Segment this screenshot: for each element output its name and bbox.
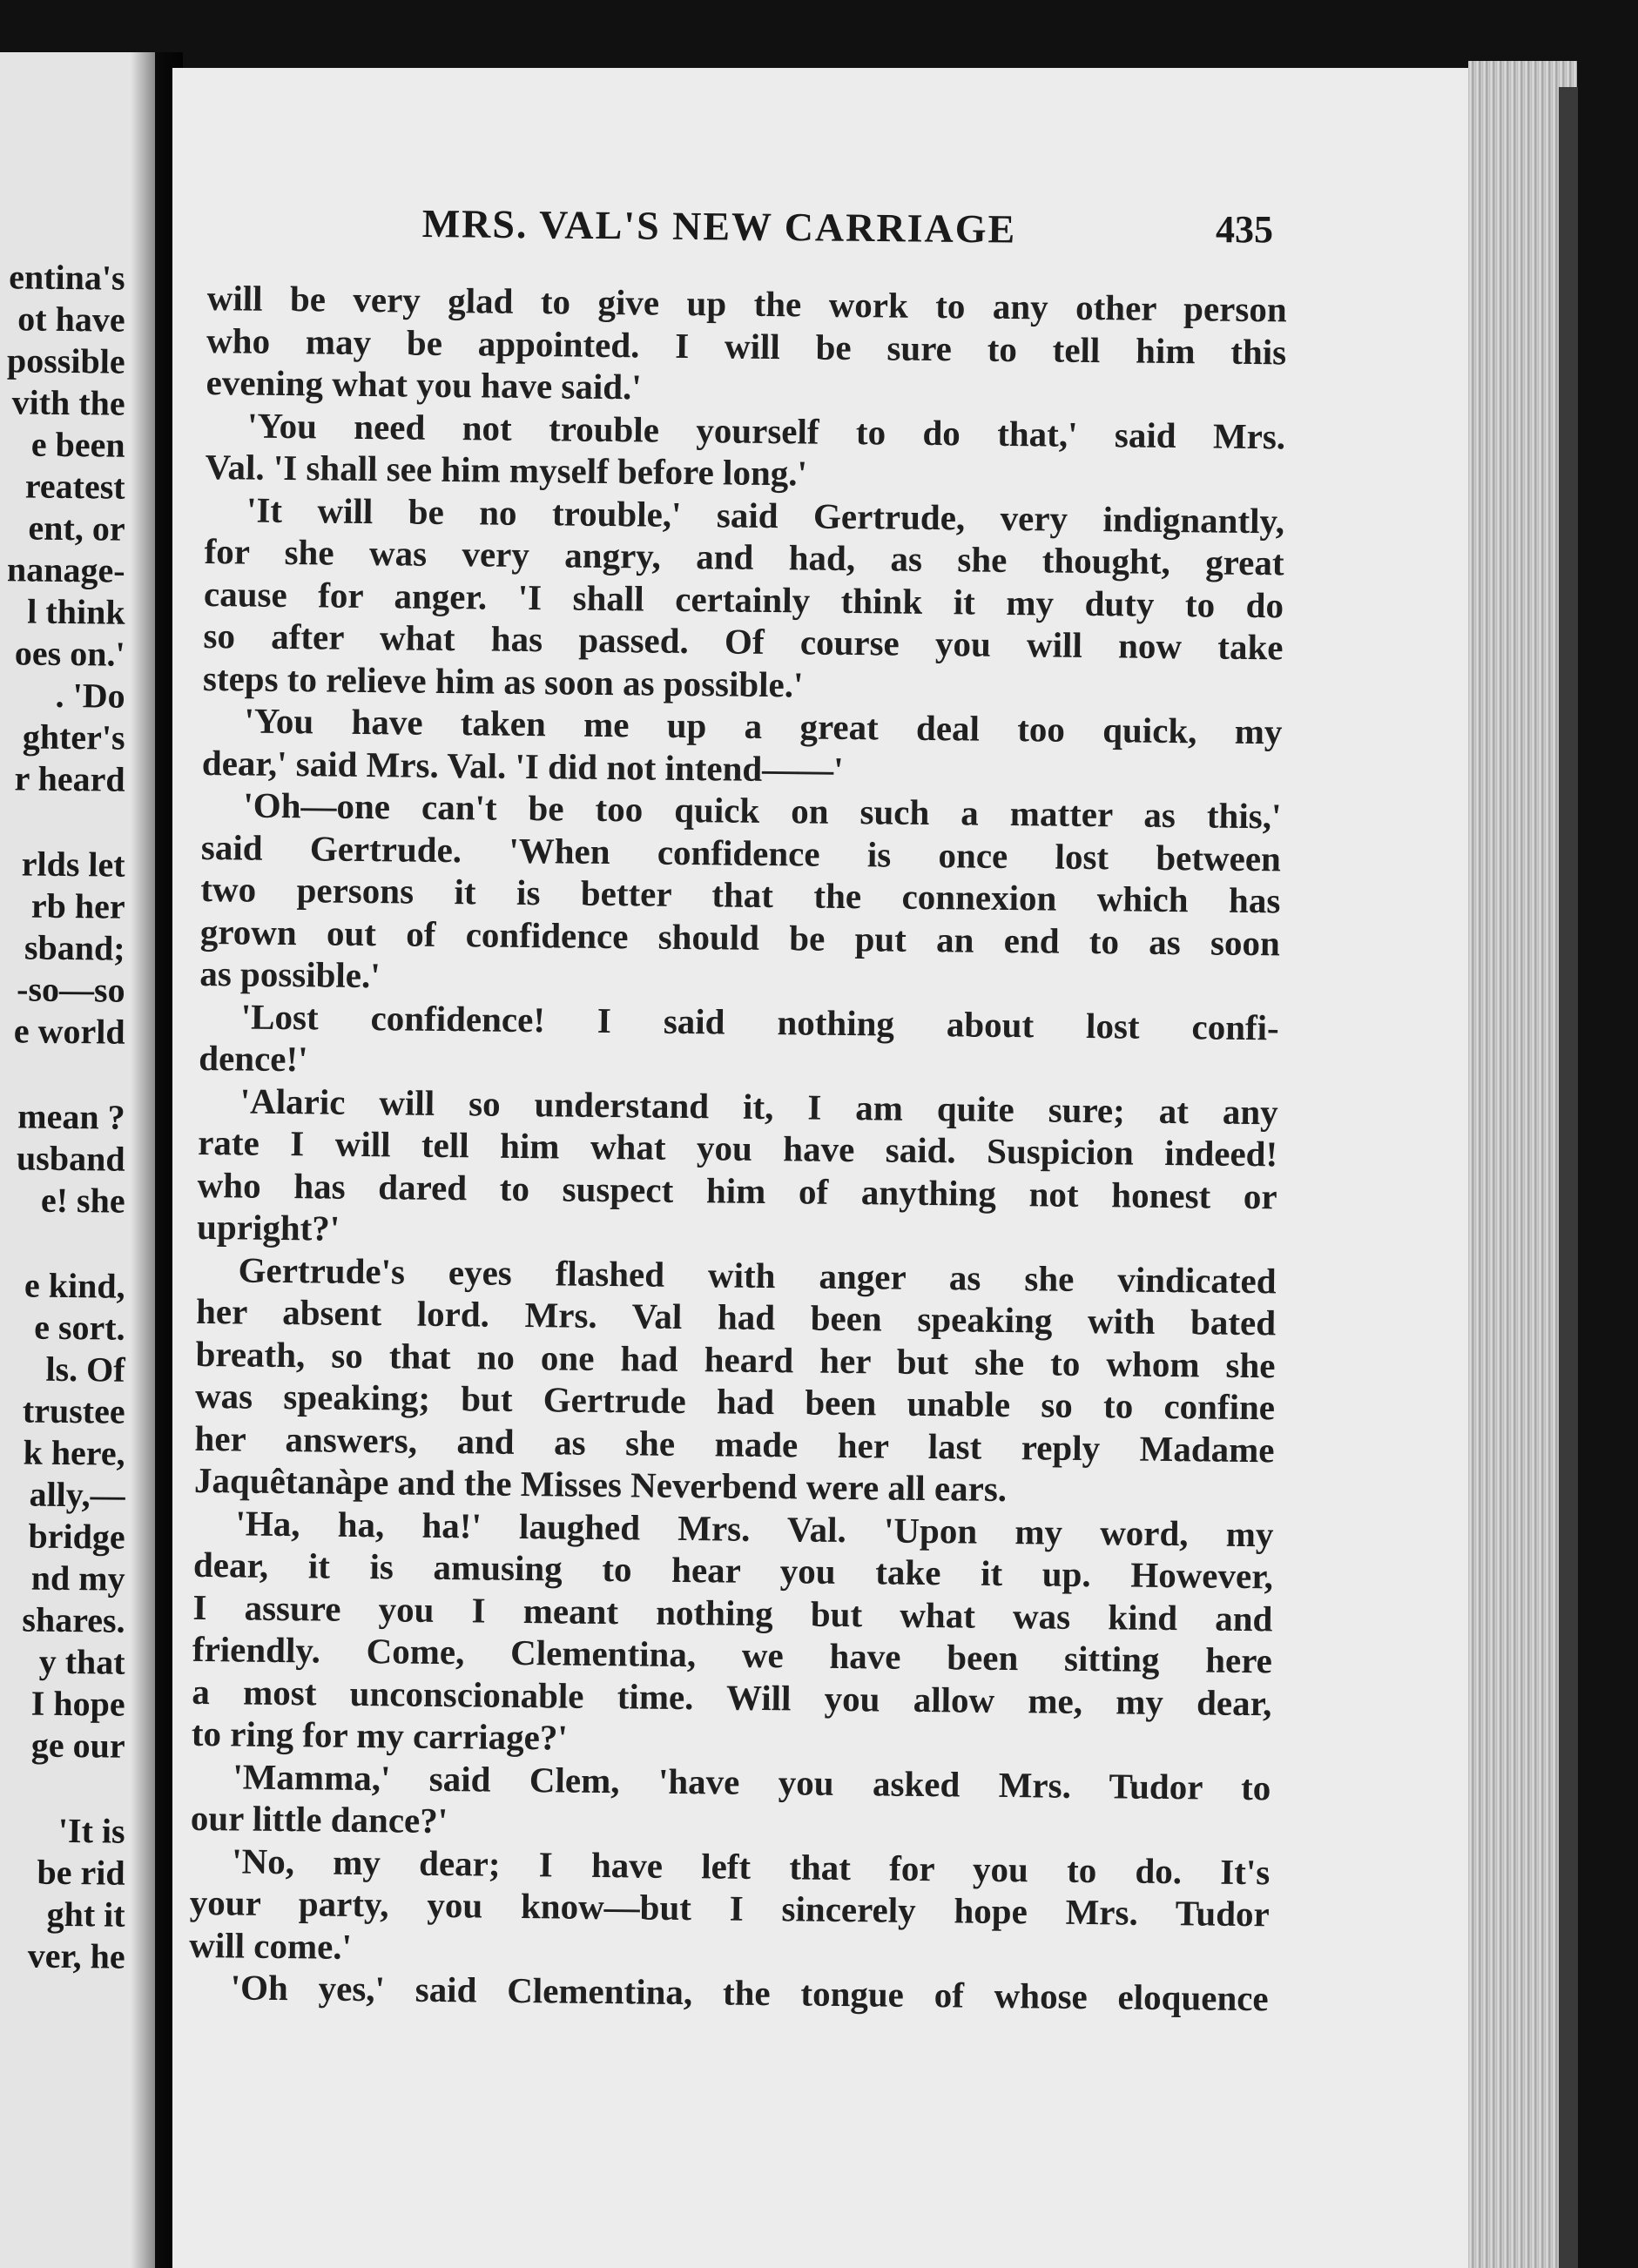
text-line: as possible.' [199, 952, 381, 996]
facing-page-line: shares. [22, 1599, 126, 1640]
text-line: who has dared to suspect him of anything not honest or [197, 1164, 1277, 1216]
text-line: I assure you I meant nothing but what was kind and [192, 1586, 1273, 1639]
text-line: will come.' [189, 1924, 353, 1967]
text-line: who may be appointed. I will be sure to tell him this [206, 320, 1287, 372]
text-line: her answers, and as she made her last reply Madame [194, 1417, 1275, 1470]
facing-page-line: mean ? [17, 1096, 126, 1137]
text-line: friendly. Come, Clementina, we have been sitting here [192, 1628, 1273, 1681]
text-line: Jaquêtanàpe and the Misses Neverbend were all ears. [193, 1459, 1008, 1510]
facing-page-line: e sort. [34, 1307, 126, 1348]
facing-page-line: ent, or [28, 508, 126, 548]
book-cover-edge [1559, 87, 1578, 2268]
facing-page-line: vith the [11, 382, 126, 423]
facing-page-line: nanage- [7, 549, 126, 590]
text-line: will be very glad to give up the work to any other person [206, 277, 1287, 330]
facing-page-line: I hope [30, 1683, 126, 1724]
facing-page-line: bridge [28, 1516, 126, 1557]
text-line: dear, it is amusing to hear you take it up. However, [192, 1544, 1274, 1597]
text-line: 'Ha, ha, ha!' laughed Mrs. Val. 'Upon my word, my [235, 1502, 1274, 1554]
facing-page-line: rb her [31, 885, 126, 926]
facing-page-line: oes on.' [15, 633, 126, 674]
facing-page-line [7, 1221, 125, 1265]
facing-page-line: be rid [37, 1852, 126, 1893]
facing-page-line: usband [17, 1138, 126, 1179]
facing-page-line: -so—so [17, 969, 126, 1010]
text-line: 'Oh—one can't be too quick on such a matter as this,' [243, 784, 1282, 837]
text-line: 'Alaric will so understand it, I am quite sure; at any [239, 1080, 1278, 1132]
text-line: cause for anger. 'I shall certainly think it my duty to do [203, 573, 1284, 625]
facing-page-line: y that [38, 1641, 126, 1682]
facing-page-line: r heard [14, 758, 126, 799]
facing-page-line: trustee [23, 1390, 126, 1431]
facing-page-line: possible [7, 340, 126, 381]
facing-page-line: reatest [25, 466, 126, 507]
facing-page-line: e! she [41, 1180, 126, 1221]
text-line: 'Mamma,' said Clem, 'have you asked Mrs. Tudor to [233, 1755, 1271, 1807]
text-line: 'Oh yes,' said Clementina, the tongue of whose eloquence [230, 1967, 1269, 2019]
running-head: MRS. VAL'S NEW CARRIAGE [421, 200, 1017, 252]
text-line: our little dance?' [190, 1797, 448, 1841]
text-line: to ring for my carriage?' [191, 1713, 569, 1758]
facing-page-line: 'It is [58, 1810, 126, 1851]
text-line: rate I will tell him what you have said. Suspicion indeed! [197, 1121, 1278, 1174]
text-line: for she was very angry, and had, as she thought, great [204, 530, 1284, 583]
text-line: dence!' [199, 1037, 308, 1080]
body-text [188, 277, 1286, 2020]
text-line: so after what has passed. Of course you will now take [203, 615, 1284, 668]
facing-page-line: e kind, [24, 1265, 126, 1306]
facing-page-line: ls. Of [45, 1349, 126, 1390]
facing-page-line: e been [31, 424, 126, 465]
facing-page-line: ot have [17, 299, 126, 340]
text-line: dear,' said Mrs. Val. 'I did not intend——' [201, 742, 844, 790]
text-line: said Gertrude. 'When confidence is once lost between [200, 826, 1282, 878]
facing-page-line: ghter's [23, 717, 126, 757]
text-line: 'Lost confidence! I said nothing about lost confi- [240, 995, 1279, 1047]
text-line: a most unconscionable time. Will you allow me, my dear, [192, 1671, 1272, 1723]
text-line: breath, so that no one had heard her but she to whom she [195, 1333, 1276, 1385]
text-line: was speaking; but Gertrude had been unable so to confine [194, 1375, 1276, 1428]
text-line: 'You need not trouble yourself to do that,' said Mrs. [246, 405, 1286, 456]
facing-page-line: nd my [30, 1558, 126, 1598]
text-line: 'No, my dear; I have left that for you to do. It's [232, 1840, 1271, 1892]
facing-page-line: ally,— [29, 1474, 126, 1515]
facing-page-line [7, 799, 125, 844]
text-line: 'It will be no trouble,' said Gertrude, very indignantly, [246, 489, 1285, 541]
facing-page-line: k here, [23, 1432, 126, 1473]
page-number: 435 [1216, 208, 1273, 251]
text-line: steps to relieve him as soon as possible.' [202, 657, 804, 704]
facing-page-line: ge our [31, 1725, 126, 1766]
facing-page-text [7, 257, 125, 1977]
facing-page-line: ver, he [27, 1935, 126, 1976]
facing-page-line: sband; [24, 927, 126, 968]
text-line: Val. 'I shall see him myself before long.' [205, 446, 808, 494]
text-line: grown out of confidence should be put an end to as soon [199, 911, 1281, 963]
text-line: two persons it is better that the connexion which has [200, 868, 1281, 921]
facing-page-line: entina's [9, 257, 126, 298]
text-line: her absent lord. Mrs. Val had been speaking with bated [195, 1290, 1277, 1343]
facing-page-line: rlds let [21, 844, 126, 885]
text-line: 'You have taken me up a great deal too quick, my [244, 700, 1283, 752]
facing-page-line [7, 1052, 125, 1096]
facing-page-line: l think [27, 591, 126, 632]
facing-page-line: e world [14, 1011, 126, 1052]
text-line: upright?' [196, 1206, 340, 1248]
facing-page-line: . 'Do [55, 675, 126, 716]
text-line: Gertrude's eyes flashed with anger as she vindicated [238, 1248, 1277, 1301]
text-line: your party, you know—but I sincerely hope Mrs. Tudor [189, 1881, 1270, 1935]
text-line: evening what you have said.' [206, 361, 642, 407]
facing-page-line: ght it [46, 1894, 126, 1935]
facing-page-line [7, 1766, 125, 1810]
